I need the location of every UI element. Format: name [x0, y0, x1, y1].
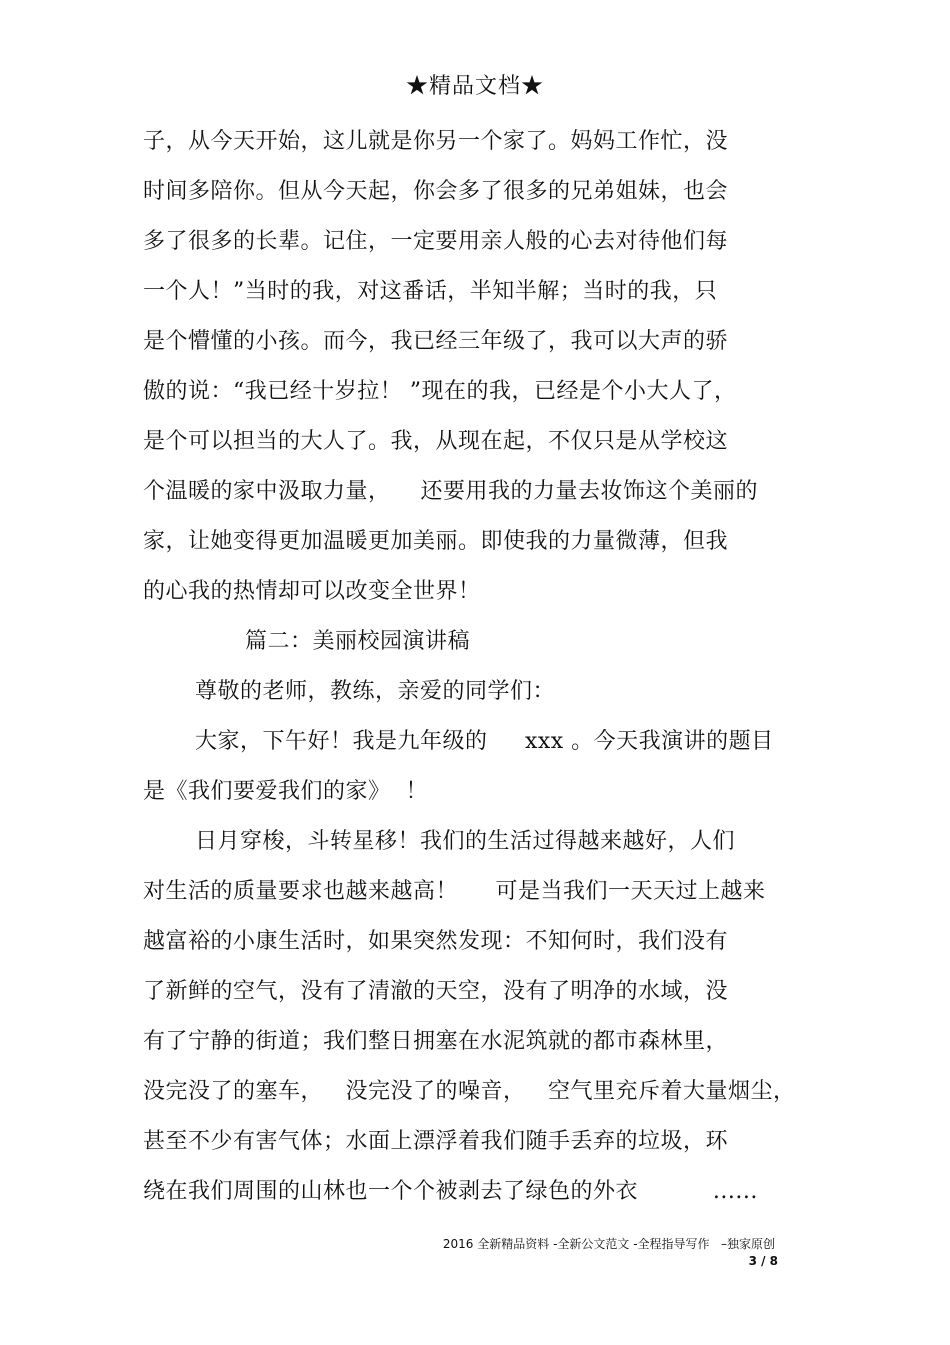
page-number: 3 / 8	[748, 1254, 778, 1268]
text-line: 了新鲜的空气，没有了清澈的天空，没有了明净的水域，没	[143, 979, 729, 1004]
salutation-line: 尊敬的老师，教练，亲爱的同学们：	[195, 679, 556, 704]
text-line: 对生活的质量要求也越来越高！ 可是当我们一天天过上越来	[143, 879, 766, 904]
text-line: 是个懵懂的小孩。而今，我已经三年级了，我可以大声的骄	[143, 329, 729, 354]
page-header-title: ★精品文档★	[405, 74, 544, 99]
text-line: 子，从今天开始，这儿就是你另一个家了。妈妈工作忙，没	[143, 129, 729, 154]
text-line: 多了很多的长辈。记住，一定要用亲人般的心去对待他们每	[143, 229, 729, 254]
text-line: 家，让她变得更加温暖更加美丽。即使我的力量微薄，但我	[143, 529, 729, 554]
text-line: 甚至不少有害气体；水面上漂浮着我们随手丢弃的垃圾，环	[143, 1129, 729, 1154]
text-line: 大家，下午好！我是九年级的 xxx 。今天我演讲的题目	[195, 729, 774, 754]
footer-note: 2016 全新精品资料 -全新公文范文 -全程指导写作 –独家原创	[442, 1237, 775, 1251]
text-line: 个温暖的家中汲取力量， 还要用我的力量去妆饰这个美丽的	[143, 479, 758, 504]
text-line: 是个可以担当的大人了。我，从现在起，不仅只是从学校这	[143, 429, 729, 454]
text-line: 时间多陪你。但从今天起，你会多了很多的兄弟姐妹，也会	[143, 179, 729, 204]
text-line: 傲的说：“我已经十岁拉！ ”现在的我，已经是个小大人了，	[143, 379, 737, 404]
text-line: 绕在我们周围的山林也一个个被剥去了绿色的外衣 ......	[143, 1179, 758, 1204]
text-line: 日月穿梭，斗转星移！我们的生活过得越来越好，人们	[195, 829, 736, 854]
text-line: 没完没了的塞车， 没完没了的噪音， 空气里充斥着大量烟尘，	[143, 1079, 796, 1104]
text-line: 的心我的热情却可以改变全世界！	[143, 579, 481, 604]
text-line: 有了宁静的街道；我们整日拥塞在水泥筑就的都市森林里，	[143, 1029, 729, 1054]
text-line: 是《我们要爱我们的家》 ！	[143, 779, 428, 804]
text-line: 越富裕的小康生活时，如果突然发现：不知何时，我们没有	[143, 929, 729, 954]
text-line: 一个人！”当时的我，对这番话，半知半解；当时的我，只	[143, 279, 718, 304]
section-heading: 篇二：美丽校园演讲稿	[245, 629, 471, 654]
